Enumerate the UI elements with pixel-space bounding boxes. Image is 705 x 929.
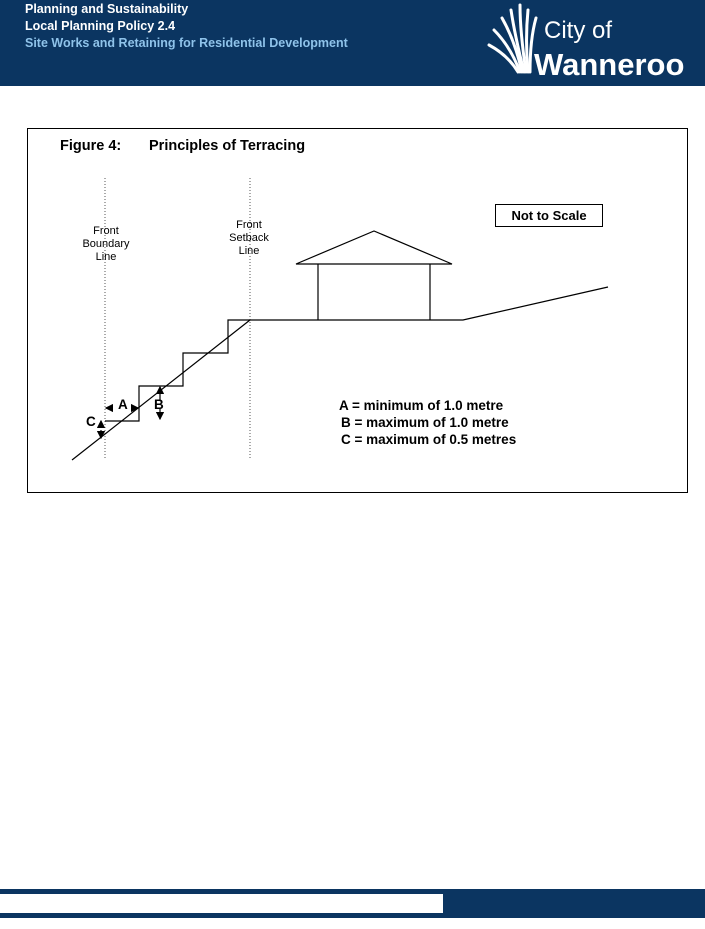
dimension-a-label: A [118,397,128,412]
house-roof [296,231,452,264]
header-policy-title: Site Works and Retaining for Residential Development [25,36,348,50]
dimension-c-label: C [86,414,96,429]
label-front-boundary-line: Front Boundary Line [82,225,130,263]
logo-text-wanneroo: Wanneroo [534,47,685,82]
not-to-scale-note: Not to Scale [495,204,603,227]
logo-text-city-of: City of [544,17,613,44]
header-department: Planning and Sustainability [25,2,189,16]
legend-a: A = minimum of 1.0 metre [339,398,504,413]
natural-ground-line [72,320,250,460]
header-policy-number: Local Planning Policy 2.4 [25,19,176,33]
figure-caption: Principles of Terracing [149,138,306,154]
figure-number: Figure 4: [60,138,122,154]
label-front-setback-line: Front Setback Line [229,219,269,257]
legend-b: B = maximum of 1.0 metre [341,415,509,430]
legend-c: C = maximum of 0.5 metres [341,432,517,447]
page-footer-strip [0,894,443,913]
dimension-b-label: B [154,397,164,412]
